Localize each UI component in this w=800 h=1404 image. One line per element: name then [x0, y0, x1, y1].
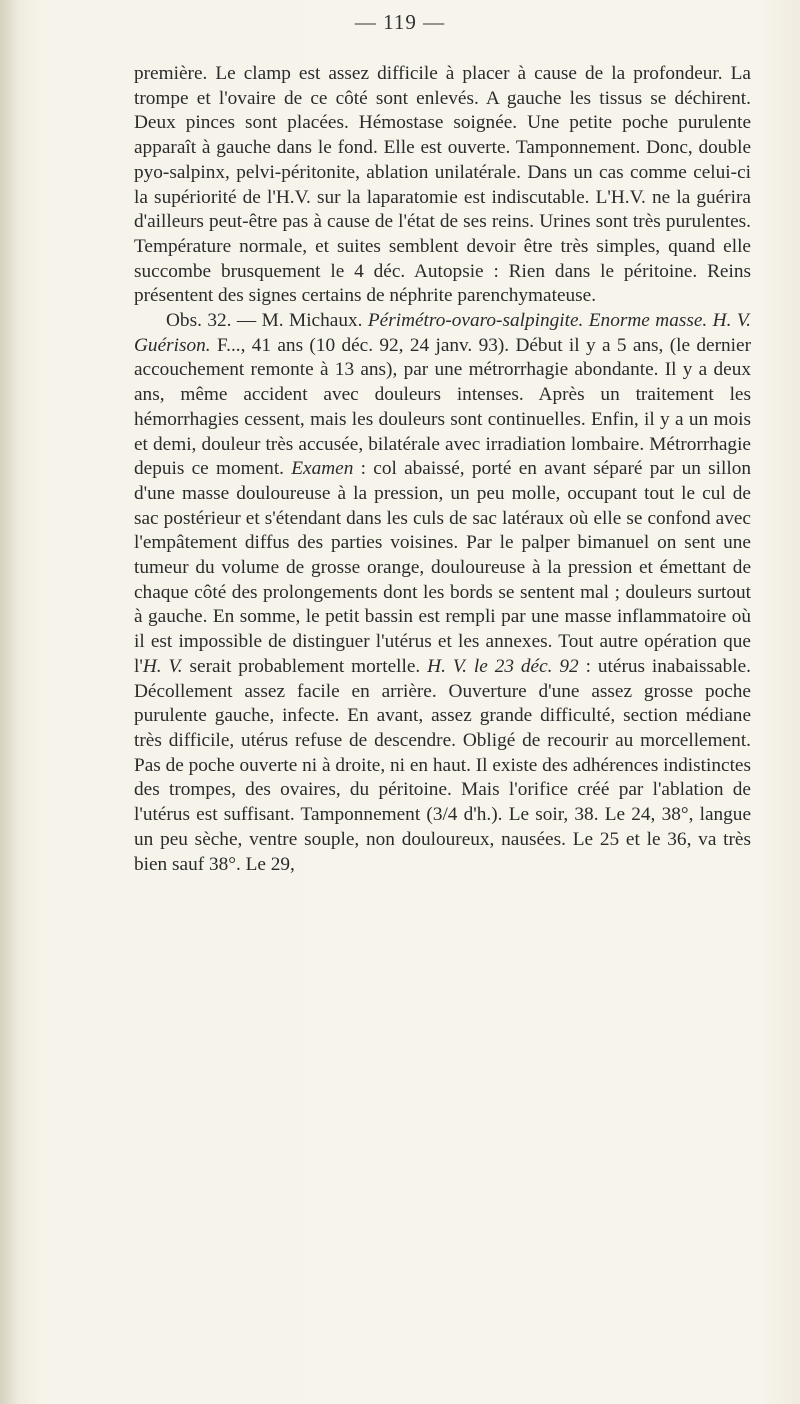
observation-title: Périmétro-ovaro-salpingite. Enorme masse. H. V. Guérison. [134, 310, 751, 356]
examen-label: Examen [291, 458, 354, 480]
observation-lead: Obs. 32. — M. Michaux. [166, 310, 368, 332]
body-text [134, 62, 751, 877]
observation-text-c: serait probablement mortelle. [182, 655, 428, 677]
observation-text-b: : col abaissé, porté en avant séparé par un sillon d'une masse douloureuse à la pression, un peu molle, occupant tout le cul de sac postérieur et s'étendant dans les culs de sac latéraux où elle se confond avec l'empâtement diffus des parties voisines. Par le palper bimanuel on sent une tumeur du volume de grosse orange, douloureuse à la pression et émettant de chaque côté des prolongements dont les bords se sentent mal ; douleurs surtout à gauche. En somme, le petit bassin est rempli par une masse inflammatoire où il est impossible de distinguer l'utérus et les annexes. Tout autre opération que l' [134, 458, 751, 677]
hv-abbrev: H. V. [142, 655, 183, 677]
observation-text-a: F..., 41 ans (10 déc. 92, 24 janv. 93). Début il y a 5 ans, (le dernier accouchement remonte à 13 ans), par une métrorrhagie abondante. Il y a deux ans, même accident avec douleurs intenses. Après un traitement les hémorrhagies cessent, mais les douleurs sont continuelles. Enfin, il y a un mois et demi, douleur très accusée, bilatérale avec irradiation lombaire. Métrorrhagie depuis ce moment. [134, 334, 751, 480]
hv-date: H. V. le 23 déc. 92 [427, 655, 579, 677]
spine-shadow [0, 0, 18, 1404]
observation-text-d: : utérus inabaissable. Décollement assez facile en arrière. Ouverture d'une assez grosse poche purulente gauche, infecte. En avant, assez grande difficulté, section médiane très difficile, utérus refuse de descendre. Obligé de recourir au morcellement. Pas de poche ouverte ni à droite, ni en haut. Il existe des adhérences indistinctes des trompes, des ovaires, du péritoine. Mais l'orifice créé par l'ablation de l'utérus est suffisant. Tamponnement (3/4 d'h.). Le soir, 38. Le 24, 38°, langue un peu sèche, ventre souple, non douloureux, nausées. Le 25 et le 36, va très bien sauf 38°. Le 29, [134, 655, 751, 875]
paragraph-observation-32 [134, 309, 751, 877]
page-number: — 119 — [354, 10, 446, 34]
paragraph-continuation: première. Le clamp est assez difficile à placer à cause de la profondeur. La trompe et l'ovaire de ce côté sont enlevés. A gauche les tissus se déchirent. Deux pinces sont placées. Hémostase soignée. Une petite poche purulente apparaît à gauche dans le fond. Elle est ouverte. Tamponnement. Donc, double pyo-salpinx, pelvi-péritonite, ablation unilatérale. Dans un cas comme celui-ci la supériorité de l'H.V. sur la laparatomie est indiscutable. L'H.V. ne la guérira d'ailleurs peut-être pas à cause de l'état de ses reins. Urines sont très purulentes. Température normale, et suites semblent devoir être très simples, quand elle succombe brusquement le 4 déc. Autopsie : Rien dans le péritoine. Reins présentent des signes certains de néphrite parenchymateuse. [134, 63, 751, 307]
